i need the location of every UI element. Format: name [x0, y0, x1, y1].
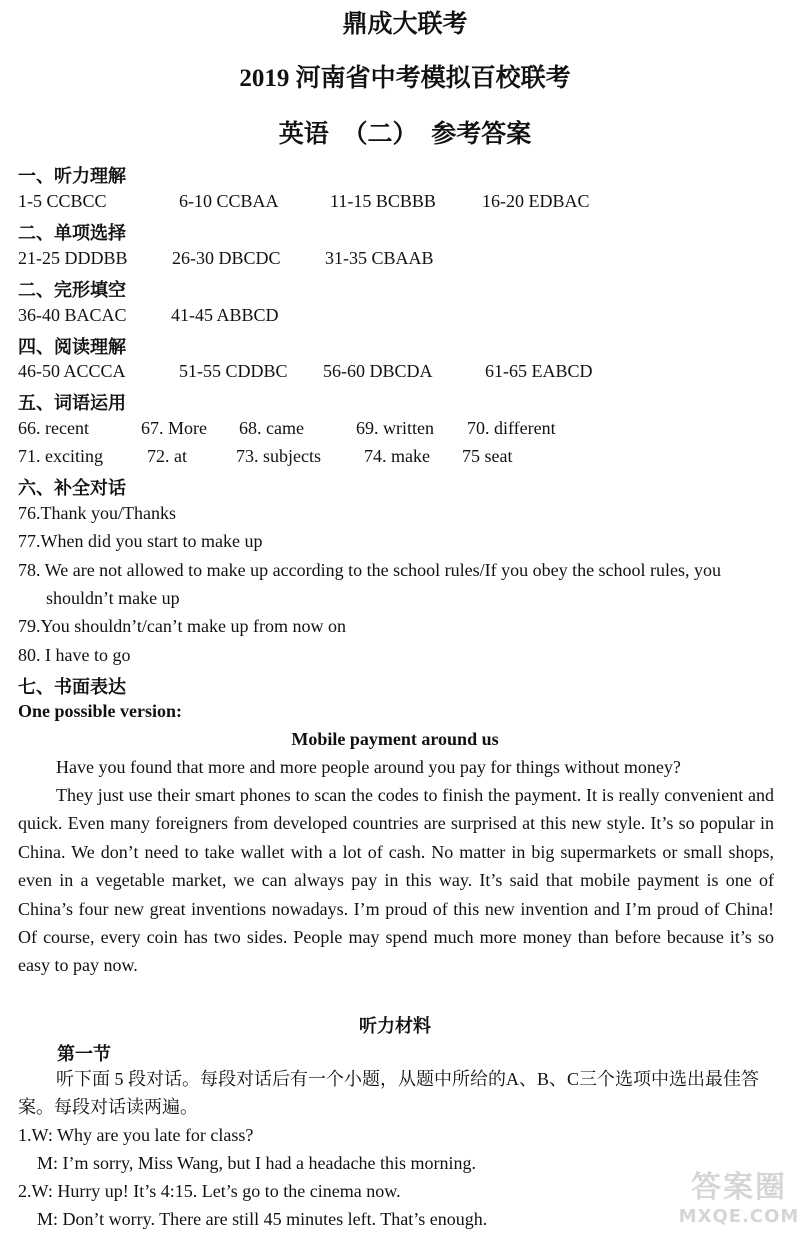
answer-item: 73. subjects [236, 446, 321, 466]
answer-item: 69. written [356, 418, 434, 438]
answer-group: 6-10 CCBAA [179, 191, 279, 211]
answer-item: 68. came [239, 418, 304, 438]
section-heading-listening: 一、听力理解 [18, 166, 126, 186]
section-heading-writing: 七、书面表达 [18, 677, 126, 697]
dialogue-answer: 79.You shouldn’t/can’t make up from now on [18, 616, 346, 636]
dialogue-answer: 77.When did you start to make up [18, 531, 263, 551]
section-heading-single-choice: 二、单项选择 [18, 223, 126, 243]
dialogue-answer-continued: shouldn’t make up [46, 588, 180, 608]
section-heading-cloze: 二、完形填空 [18, 280, 126, 300]
dialogue-answer: 76.Thank you/Thanks [18, 503, 176, 523]
answer-group: 1-5 CCBCC [18, 191, 107, 211]
answer-item: 74. make [364, 446, 430, 466]
answer-group: 11-15 BCBBB [330, 191, 436, 211]
answer-item: 70. different [467, 418, 556, 438]
sample-essay-label: One possible version: [18, 701, 183, 721]
essay-title: Mobile payment around us [291, 729, 499, 749]
answer-group: 16-20 EDBAC [482, 191, 590, 211]
answer-item: 66. recent [18, 418, 89, 438]
answer-group: 56-60 DBCDA [323, 361, 433, 381]
dialogue-answer: 80. I have to go [18, 645, 131, 665]
answer-item: 71. exciting [18, 446, 103, 466]
answer-group: 36-40 BACAC [18, 305, 127, 325]
section-heading-reading: 四、阅读理解 [18, 337, 126, 357]
answer-group: 31-35 CBAAB [325, 248, 434, 268]
exam-name-title: 2019 河南省中考模拟百校联考 [239, 65, 571, 92]
answer-group: 41-45 ABBCD [171, 305, 279, 325]
answer-group: 46-50 ACCCA [18, 361, 126, 381]
answer-item: 75 seat [462, 446, 513, 466]
transcript-line: M: Don’t worry. There are still 45 minutes left. That’s enough. [37, 1209, 488, 1229]
section-heading-dialogue: 六、补全对话 [18, 478, 126, 498]
listening-material-heading: 听力材料 [359, 1016, 431, 1036]
watermark-domain-text: MXQE.COM [678, 1206, 800, 1227]
part-heading: 第一节 [57, 1044, 111, 1064]
answer-key-title: 英语 （二） 参考答案 [278, 121, 532, 148]
answer-item: 67. More [141, 418, 207, 438]
essay-paragraph: Have you found that more and more people around you pay for things without money? [56, 757, 681, 777]
listening-instructions: 听下面 5 段对话。每段对话后有一个小题，从题中所给的A、B、C三个选项中选出最佳答案。每段对话读两遍。 [18, 1069, 760, 1118]
section-heading-word-use: 五、词语运用 [18, 393, 126, 413]
exam-brand-title: 鼎成大联考 [342, 11, 468, 38]
transcript-line: 2.W: Hurry up! It’s 4:15. Let’s go to the cinema now. [18, 1181, 401, 1201]
answer-group: 26-30 DBCDC [172, 248, 281, 268]
site-watermark-logo [676, 1162, 802, 1232]
answer-group: 21-25 DDDBB [18, 248, 128, 268]
dialogue-answer: 78. We are not allowed to make up according to the school rules/If you obey the school rules, you [18, 560, 722, 580]
answer-group: 61-65 EABCD [485, 361, 593, 381]
transcript-line: M: I’m sorry, Miss Wang, but I had a headache this morning. [37, 1153, 476, 1173]
answer-item: 72. at [147, 446, 187, 466]
answer-group: 51-55 CDDBC [179, 361, 288, 381]
transcript-line: 1.W: Why are you late for class? [18, 1125, 254, 1145]
essay-paragraph: They just use their smart phones to scan the codes to finish the payment. It is really convenient and quick. Even many foreigners from developed countries are surprised at this new style. It’s so popular in China. We don’t need to take wallet with a lot of cash. No matter in big supermarkets or small shops, even in a vegetable market, we can always pay in this way. It’s said that mobile payment is one of China’s four new great inventions nowadays. I’m proud of this new invention and I’m proud of China! Of course, every coin has two sides. People may spend much more money than before because it’s so easy to pay now. [18, 785, 774, 976]
watermark-logo-text: 答案圈 [691, 1170, 787, 1205]
